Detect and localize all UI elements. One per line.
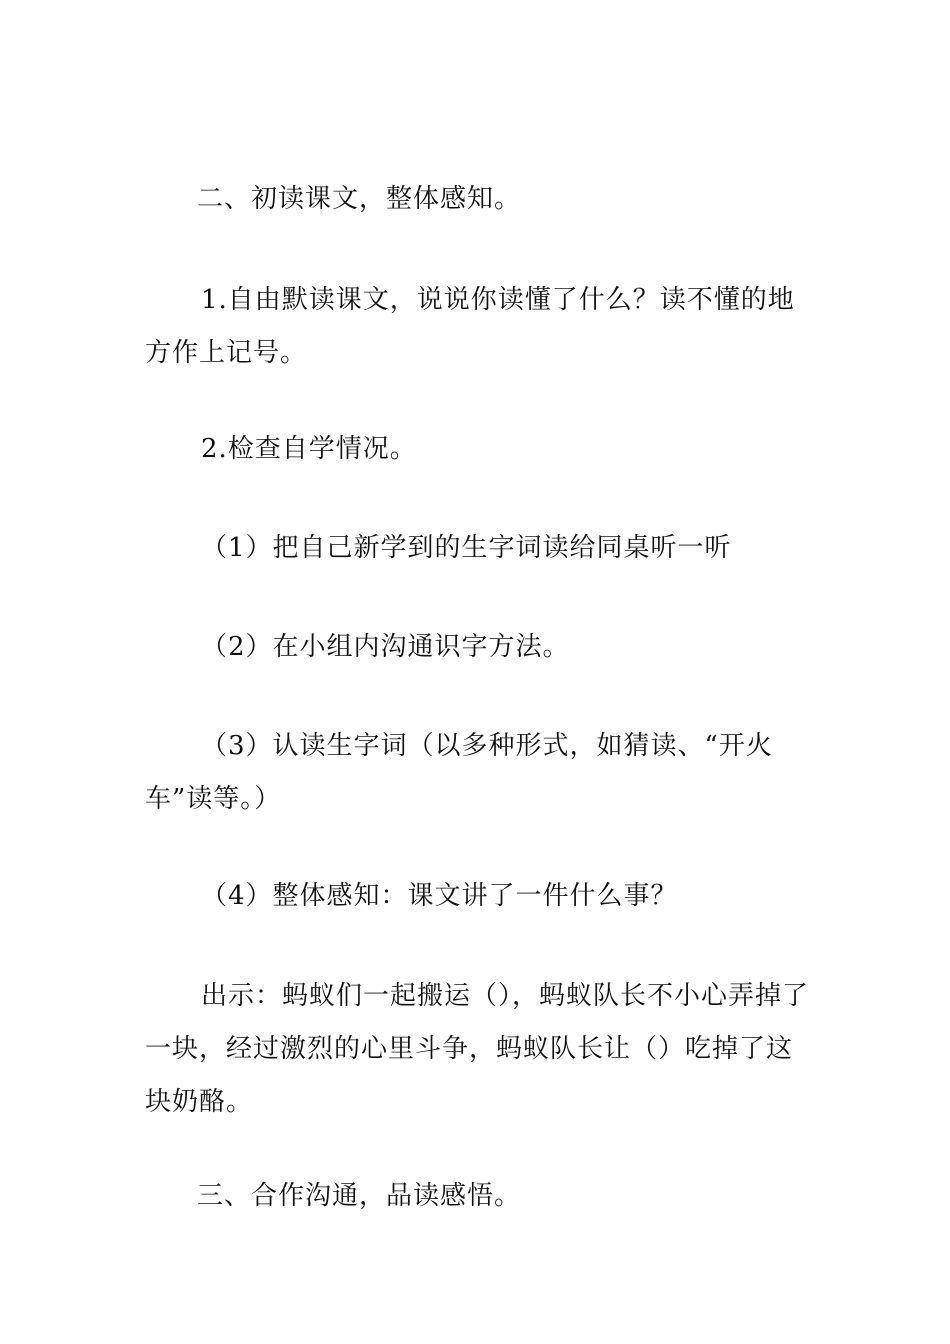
step-2-paragraph: 2.检查自学情况。 <box>201 434 417 464</box>
section-3-heading: 三、合作沟通，品读感悟。 <box>197 1181 522 1211</box>
sub-item-1: （1）把自己新学到的生字词读给同桌听一听 <box>201 533 732 563</box>
sub-item-2: （2）在小组内沟通识字方法。 <box>201 632 570 662</box>
sub-item-3: （3）认读生字词（以多种形式，如猜读、“开火车”读等。） <box>145 731 773 814</box>
section-2-heading: 二、初读课文，整体感知。 <box>197 184 522 214</box>
sub-item-4: （4）整体感知：课文讲了一件什么事？ <box>201 881 678 911</box>
exercise-paragraph: 出示：蚂蚁们一起搬运（），蚂蚁队长不小心弄掉了一块，经过激烈的心里斗争，蚂蚁队长让（）吃掉了这块奶酪。 <box>145 981 810 1117</box>
step-1-paragraph: 1.自由默读课文，说说你读懂了什么？读不懂的地方作上记号。 <box>145 285 795 368</box>
